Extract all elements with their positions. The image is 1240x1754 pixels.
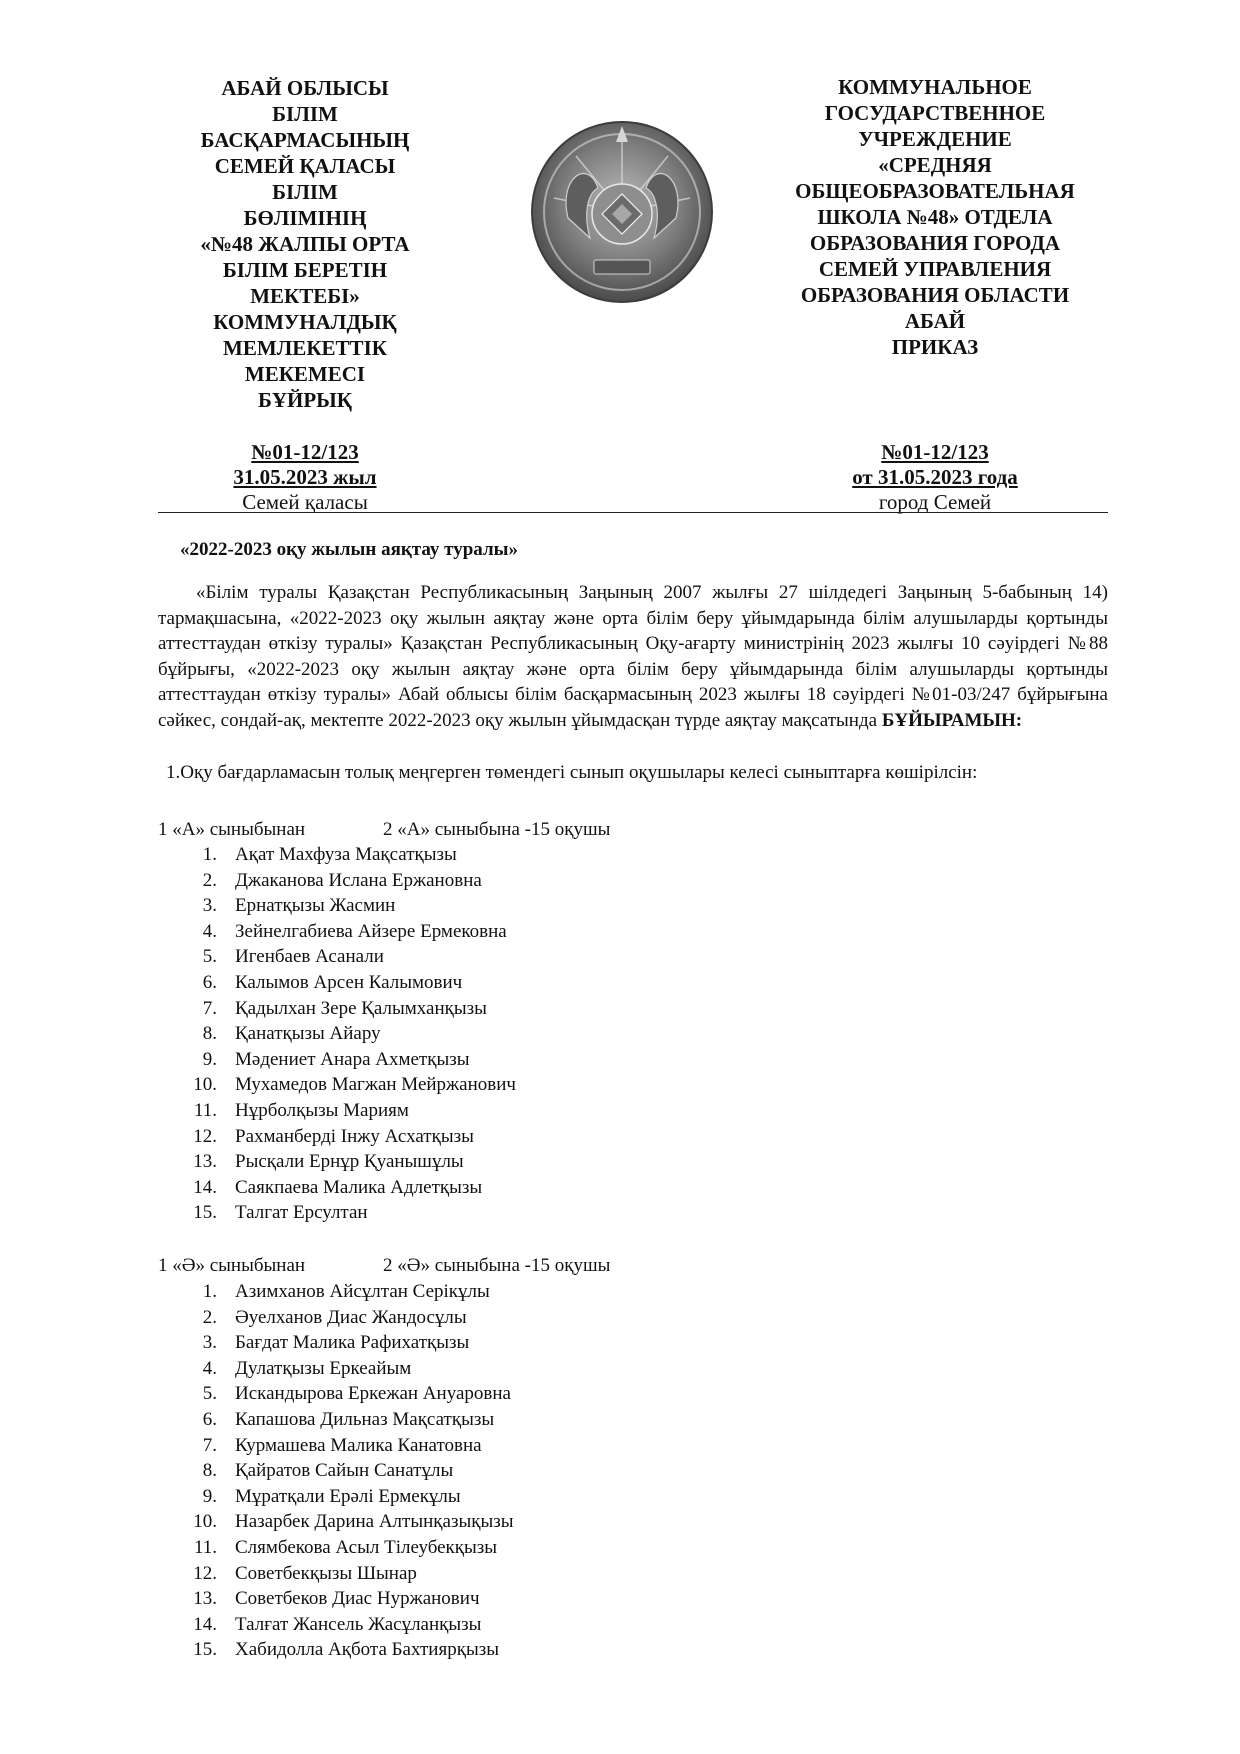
- class-to: 2 «Ә» сыныбына -15 оқушы: [383, 1255, 611, 1276]
- student-name: Саякпаева Малика Адлетқызы: [235, 1176, 483, 1198]
- header-line: КОММУНАЛДЫҚ: [213, 310, 397, 334]
- list-item: 9. Мәдениет Анара Ахметқызы: [0, 1047, 516, 1073]
- student-name: Курмашева Малика Канатовна: [235, 1434, 482, 1456]
- student-name: Ақат Махфуза Мақсатқызы: [235, 844, 457, 865]
- header-line: ОБРАЗОВАНИЯ ОБЛАСТИ: [800, 283, 1070, 307]
- student-name: Ернатқызы Жасмин: [235, 895, 396, 917]
- list-item: 11. Слямбекова Асыл Тілеубекқызы: [0, 1535, 513, 1561]
- list-item: 15. Талгат Ерсултан: [0, 1200, 516, 1226]
- class-transfer-heading: [158, 818, 610, 842]
- list-item: 4. Зейнелгабиева Айзере Ермековна: [0, 919, 516, 945]
- class-from: 1 «Ә» сыныбынан: [158, 1255, 306, 1276]
- list-item: 5. Искандырова Еркежан Ануаровна: [0, 1381, 513, 1407]
- document-title: «2022-2023 оқу жылын аяқтау туралы»: [180, 539, 518, 560]
- student-name: Қанатқызы Айару: [235, 1023, 381, 1045]
- header-line: АБАЙ: [904, 309, 966, 333]
- list-item: 11. Нұрболқызы Мариям: [0, 1098, 516, 1124]
- student-name: Азимханов Айсұлтан Серікұлы: [235, 1281, 490, 1302]
- student-name: Хабидолла Ақбота Бахтиярқызы: [235, 1639, 499, 1661]
- list-item: 7. Қадылхан Зере Қалымханқызы: [0, 996, 516, 1022]
- student-name: Мәдениет Анара Ахметқызы: [235, 1048, 470, 1070]
- list-item: 5. Игенбаев Асанали: [0, 944, 516, 970]
- student-name: Талгат Ерсултан: [235, 1202, 368, 1224]
- order-number-russian: [775, 440, 1095, 515]
- student-name: Мұратқали Ерәлі Ермекұлы: [235, 1485, 461, 1507]
- header-line: «№48 ЖАЛПЫ ОРТА: [200, 232, 410, 256]
- list-item: 3. Ернатқызы Жасмин: [0, 893, 516, 919]
- student-name: Қайратов Сайын Санатұлы: [235, 1460, 454, 1482]
- list-item: 10. Мухамедов Магжан Мейржанович: [0, 1072, 516, 1098]
- header-kazakh: [185, 75, 425, 413]
- student-name: Капашова Дильназ Мақсатқызы: [235, 1408, 495, 1430]
- list-item: 4. Дулатқызы Еркеайым: [0, 1356, 513, 1382]
- list-item: 2. Әуелханов Диас Жандосұлы: [0, 1305, 513, 1331]
- order-date: от 31.05.2023 года: [852, 465, 1018, 489]
- list-item: 14. Саякпаева Малика Адлетқызы: [0, 1175, 516, 1201]
- header-line: МЕКТЕБІ»: [250, 284, 360, 308]
- header-line: БӨЛІМІНІҢ: [243, 206, 367, 230]
- student-name: Назарбек Дарина Алтынқазықызы: [235, 1511, 514, 1533]
- header-russian: [775, 74, 1095, 360]
- student-name: Советбеков Диас Нуржанович: [235, 1588, 480, 1610]
- order-number: №01-12/123: [251, 440, 359, 464]
- list-item: 8. Қанатқызы Айару: [0, 1021, 516, 1047]
- student-name: Игенбаев Асанали: [235, 946, 384, 968]
- order-city: Семей қаласы: [242, 490, 368, 514]
- header-line: ШКОЛА №48» ОТДЕЛА: [817, 205, 1053, 229]
- header-line: «СРЕДНЯЯ: [878, 153, 992, 177]
- header-line: БАСҚАРМАСЫНЫҢ: [200, 128, 410, 152]
- student-name: Бағдат Малика Рафихатқызы: [235, 1332, 470, 1354]
- list-item: 14. Талғат Жансель Жасұланқызы: [0, 1612, 513, 1638]
- list-item: 3. Бағдат Малика Рафихатқызы: [0, 1330, 513, 1356]
- class-to: 2 «А» сыныбына -15 оқушы: [383, 819, 611, 840]
- header-line: ПРИКАЗ: [891, 335, 979, 359]
- list-item: 6. Калымов Арсен Калымович: [0, 970, 516, 996]
- student-name: Слямбекова Асыл Тілеубекқызы: [235, 1536, 498, 1558]
- list-item: 13. Рысқали Ернұр Қуанышұлы: [0, 1149, 516, 1175]
- student-name: Нұрболқызы Мариям: [235, 1099, 409, 1121]
- list-item: 8. Қайратов Сайын Санатұлы: [0, 1458, 513, 1484]
- student-name: Рысқали Ернұр Қуанышұлы: [235, 1151, 464, 1173]
- student-name: Талғат Жансель Жасұланқызы: [235, 1613, 482, 1635]
- order-number: №01-12/123: [881, 440, 989, 464]
- list-item: 2. Джаканова Ислана Ержановна: [0, 868, 516, 894]
- student-name: Калымов Арсен Калымович: [235, 971, 463, 993]
- class-transfer-heading: [158, 1254, 610, 1278]
- student-name: Советбекқызы Шынар: [235, 1562, 417, 1584]
- list-item: 1. Ақат Махфуза Мақсатқызы: [0, 842, 516, 868]
- list-item: 12. Рахманберді Інжу Асхатқызы: [0, 1124, 516, 1150]
- order-date: 31.05.2023 жыл: [233, 465, 377, 489]
- header-divider: [158, 512, 1108, 513]
- header-line: АБАЙ ОБЛЫСЫ: [221, 76, 389, 100]
- header-line: БІЛІМ БЕРЕТІН: [222, 258, 388, 282]
- list-item: 6. Капашова Дильназ Мақсатқызы: [0, 1407, 513, 1433]
- list-item: 10. Назарбек Дарина Алтынқазықызы: [0, 1509, 513, 1535]
- header-line: БҰЙРЫҚ: [257, 388, 353, 412]
- student-name: Дулатқызы Еркеайым: [235, 1357, 412, 1379]
- student-name: Әуелханов Диас Жандосұлы: [235, 1306, 467, 1328]
- header-line: СЕМЕЙ УПРАВЛЕНИЯ: [818, 257, 1052, 281]
- header-line: ОБРАЗОВАНИЯ ГОРОДА: [809, 231, 1061, 255]
- header-line: УЧРЕЖДЕНИЕ: [858, 127, 1012, 151]
- student-name: Искандырова Еркежан Ануаровна: [235, 1383, 511, 1405]
- header-line: КОММУНАЛЬНОЕ: [838, 75, 1032, 99]
- list-item: 15. Хабидолла Ақбота Бахтиярқызы: [0, 1637, 513, 1663]
- order-item-1: 1.Оқу бағдарламасын толық меңгерген төмендегі сынып оқушылары келесі сыныптарға көшірілсін:: [166, 762, 978, 783]
- student-list: [0, 1279, 513, 1663]
- list-item: 12. Советбекқызы Шынар: [0, 1561, 513, 1587]
- header-line: ОБЩЕОБРАЗОВАТЕЛЬНАЯ: [795, 179, 1075, 203]
- order-number-kazakh: [185, 440, 425, 515]
- header-line: МЕКЕМЕСІ: [244, 362, 366, 386]
- header-line: МЕМЛЕКЕТТІК: [223, 336, 387, 360]
- list-item: 9. Мұратқали Ерәлі Ермекұлы: [0, 1484, 513, 1510]
- class-from: 1 «А» сыныбынан: [158, 819, 306, 840]
- header-line: БІЛІМ: [272, 102, 338, 126]
- list-item: 1. Азимханов Айсұлтан Серікұлы: [0, 1279, 513, 1305]
- list-item: 7. Курмашева Малика Канатовна: [0, 1433, 513, 1459]
- student-name: Джаканова Ислана Ержановна: [235, 869, 482, 891]
- kazakhstan-state-emblem-icon: [528, 118, 716, 306]
- student-name: Мухамедов Магжан Мейржанович: [235, 1074, 516, 1096]
- student-name: Зейнелгабиева Айзере Ермековна: [235, 920, 507, 942]
- order-city: город Семей: [878, 490, 992, 514]
- document-body: [158, 580, 1108, 734]
- student-name: Рахманберді Інжу Асхатқызы: [235, 1125, 474, 1147]
- student-list: [0, 842, 516, 1226]
- order-word: БҰЙЫРАМЫН:: [881, 709, 1023, 731]
- student-name: Қадылхан Зере Қалымханқызы: [235, 997, 487, 1019]
- body-paragraph: «Білім туралы Қазақстан Республикасының Заңының 2007 жылғы 27 шілдедегі Заңының 5-бабының 14) тармақшасына, «2022-2023 оқу жылын аяқтау және орта білім беру ұйымдарында білім алушыларды қортынды аттесттаудан өткізу туралы» Қазақстан Республикасының Оқу-ағарту министрінің 2023 жылғы 10 сәуірдегі №88 бұйрығы, «2022-2023 оқу жылын аяқтау және орта білім беру ұйымдарында білім алушыларды қортынды аттесттаудан өткізу туралы» Абай облысы білім басқармасының 2023 жылғы 18 сәуірдегі №01-03/247 бұйрығына сәйкес, сондай-ақ, мектепте 2022-2023 оқу жылын ұйымдасқан түрде аяқтау мақсатында: [158, 582, 1108, 731]
- header-line: ГОСУДАРСТВЕННОЕ: [824, 101, 1046, 125]
- list-item: 13. Советбеков Диас Нуржанович: [0, 1586, 513, 1612]
- header-line: СЕМЕЙ ҚАЛАСЫ БІЛІМ: [214, 154, 396, 204]
